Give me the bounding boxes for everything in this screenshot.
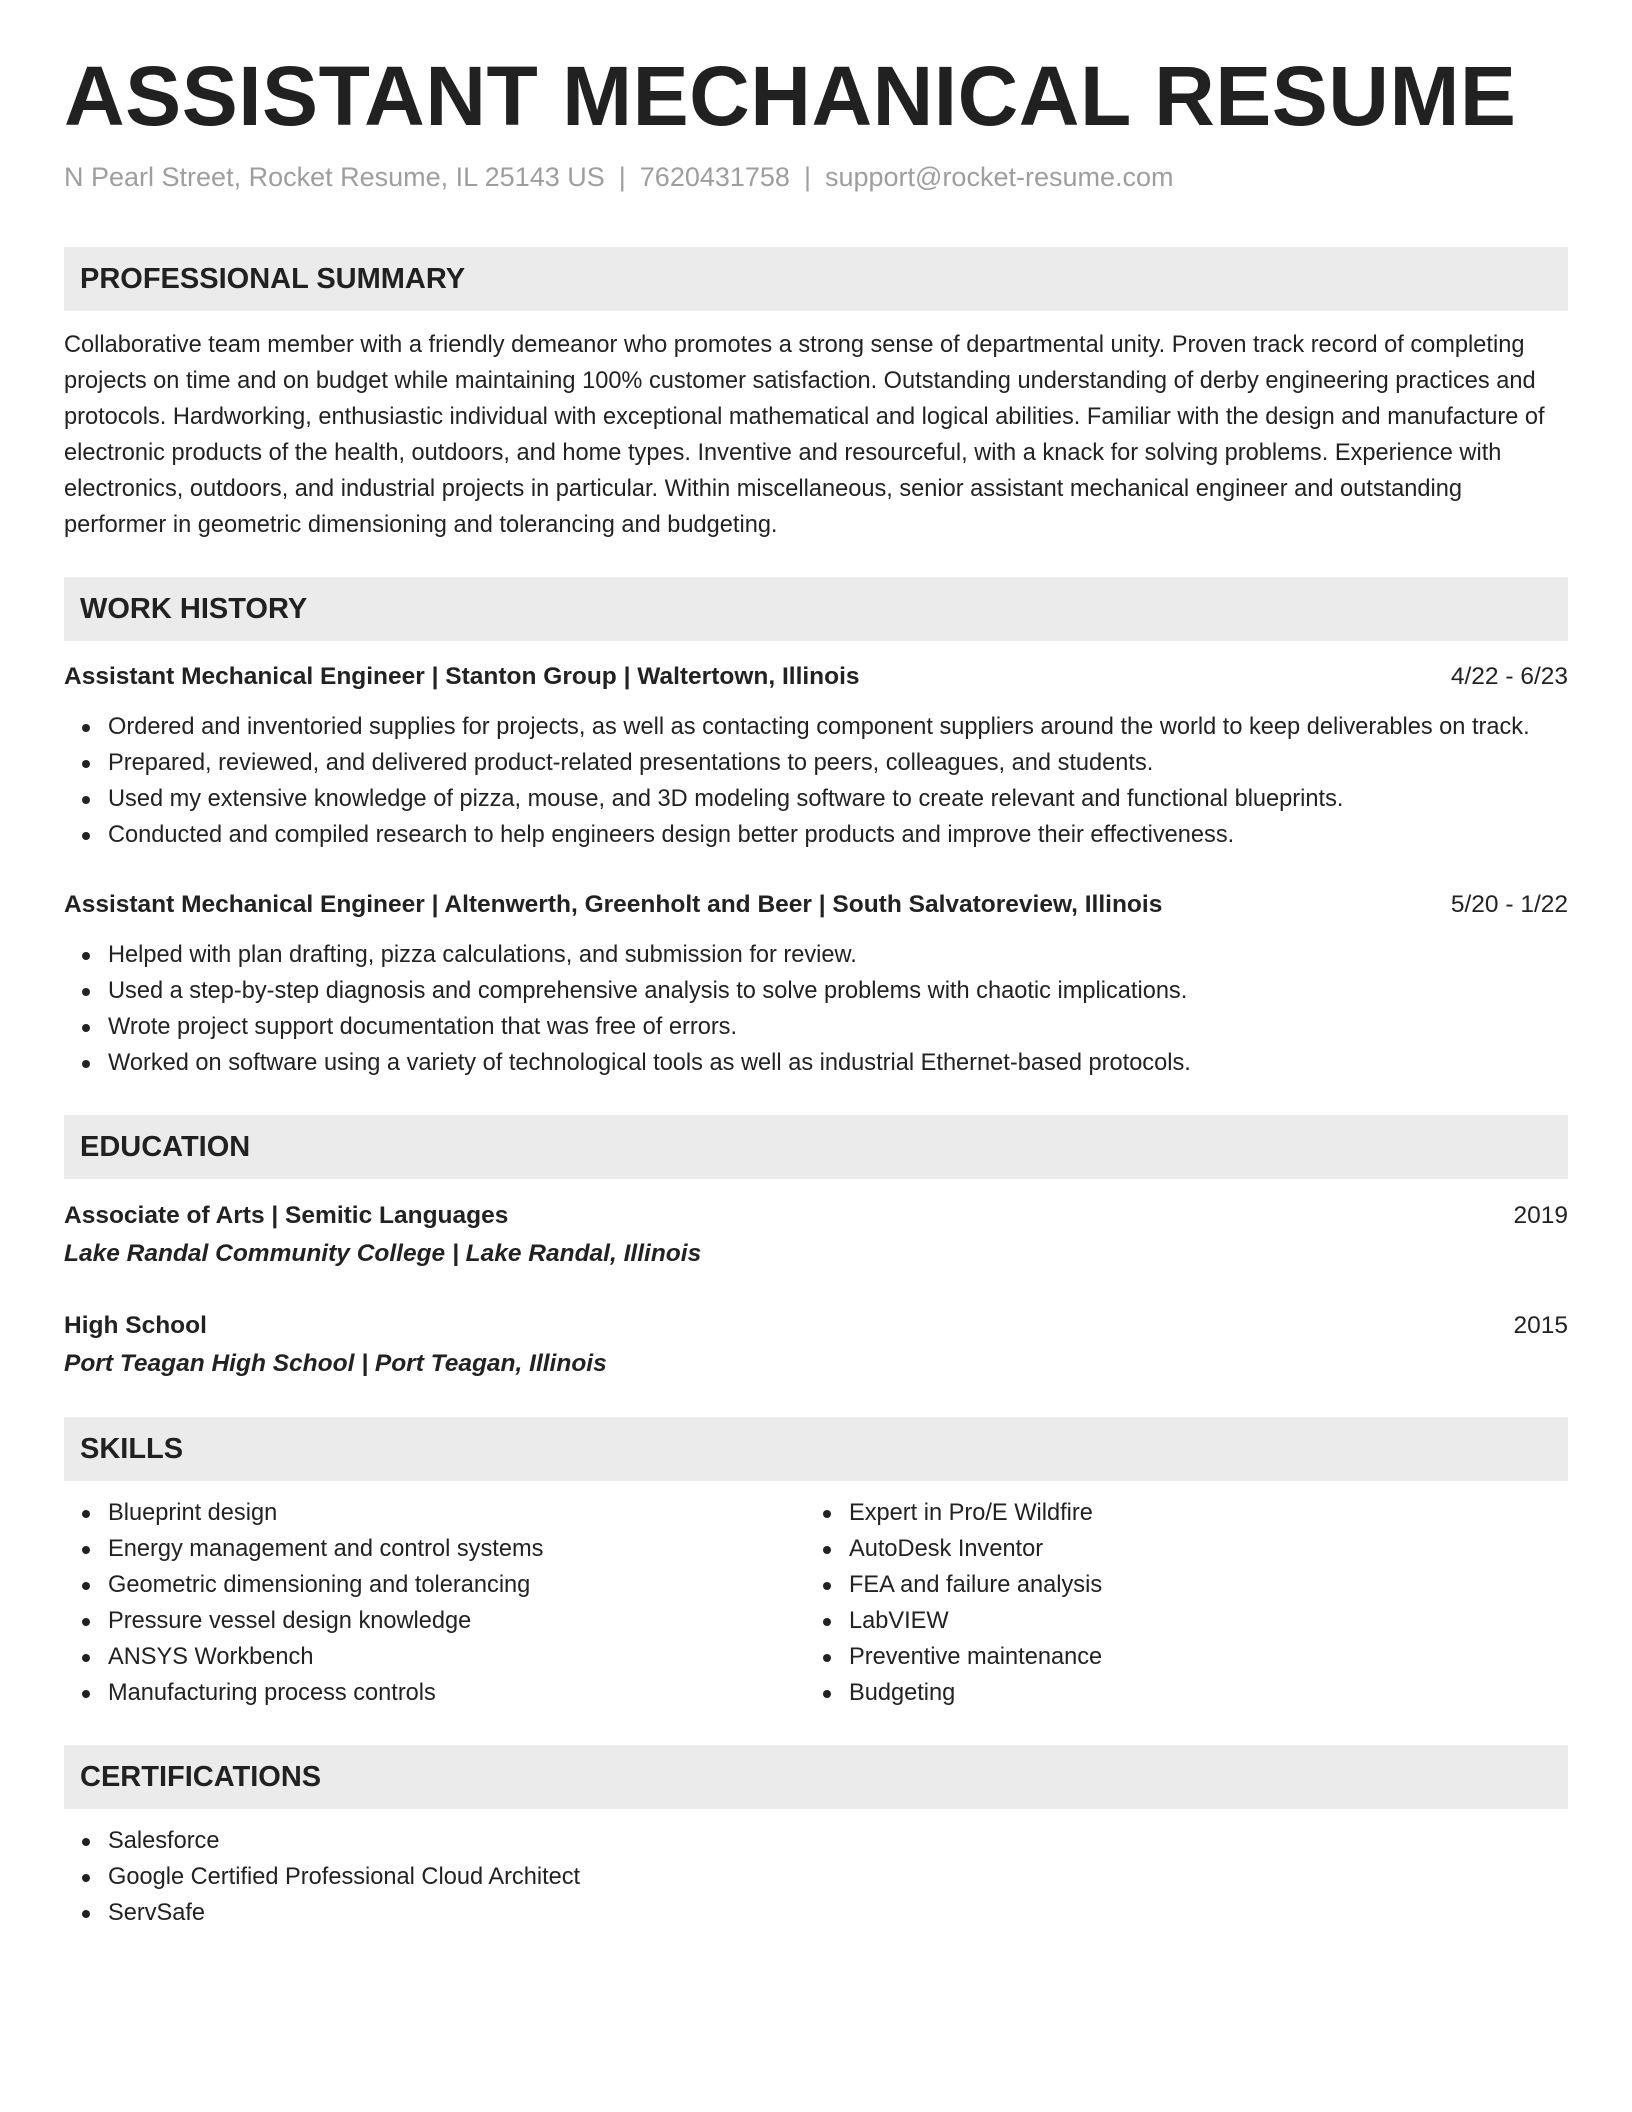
section-header-work-history: WORK HISTORY bbox=[64, 577, 1568, 641]
skills-list-right bbox=[805, 1495, 1546, 1711]
job-bullet: Used my extensive knowledge of pizza, mouse, and 3D modeling software to create relevant and functional blueprints. bbox=[108, 781, 1568, 817]
resume-title: ASSISTANT MECHANICAL RESUME bbox=[64, 49, 1517, 143]
contact-line bbox=[64, 160, 1568, 195]
certification-item: Google Certified Professional Cloud Architect bbox=[108, 1859, 1568, 1895]
skill-item: Energy management and control systems bbox=[108, 1531, 805, 1567]
job-bullet: Ordered and inventoried supplies for projects, as well as contacting component suppliers around the world to keep deliverables on track. bbox=[108, 709, 1568, 745]
section-header-summary: PROFESSIONAL SUMMARY bbox=[64, 247, 1568, 311]
skill-item: Blueprint design bbox=[108, 1495, 805, 1531]
skill-item: FEA and failure analysis bbox=[849, 1567, 1546, 1603]
job-bullet: Conducted and compiled research to help engineers design better products and improve their effectiveness. bbox=[108, 817, 1568, 853]
skill-item: Expert in Pro/E Wildfire bbox=[849, 1495, 1546, 1531]
job-entry bbox=[64, 659, 1568, 853]
job-bullets bbox=[64, 937, 1568, 1081]
job-header bbox=[64, 659, 1568, 695]
contact-address: N Pearl Street, Rocket Resume, IL 25143 US bbox=[64, 162, 605, 193]
skill-item: Budgeting bbox=[849, 1675, 1546, 1711]
job-header bbox=[64, 887, 1568, 923]
job-bullet: Helped with plan drafting, pizza calculations, and submission for review. bbox=[108, 937, 1568, 973]
job-dates: 5/20 - 1/22 bbox=[1450, 891, 1568, 919]
job-bullet: Prepared, reviewed, and delivered product-related presentations to peers, colleagues, and students. bbox=[108, 745, 1568, 781]
skill-item: Geometric dimensioning and tolerancing bbox=[108, 1567, 805, 1603]
education-school: Lake Randal Community College | Lake Randal, Illinois bbox=[64, 1240, 702, 1268]
education-year: 2015 bbox=[1513, 1312, 1568, 1340]
job-bullet: Worked on software using a variety of technological tools as well as industrial Ethernet-based protocols. bbox=[108, 1045, 1568, 1081]
education-header bbox=[64, 1307, 1568, 1345]
contact-email: support@rocket-resume.com bbox=[824, 162, 1174, 193]
education-degree: High School bbox=[64, 1312, 207, 1340]
summary-text: Collaborative team member with a friendly demeanor who promotes a strong sense of departmental unity. Proven track record of completing projects on time and on budget while maintaining 100% customer satisfaction. Outstanding understanding of derby engineering practices and protocols. Hardworking, enthusiastic individual with exceptional mathematical and logical abilities. Familiar with the design and manufacture of electronic products of the health, outdoors, and home types. Inventive and resourceful, with a knack for solving problems. Experience with electronics, outdoors, and industrial projects in particular. Within miscellaneous, senior assistant mechanical engineer and outstanding performer in geometric dimensioning and tolerancing and budgeting. bbox=[64, 332, 1545, 539]
section-header-certifications: CERTIFICATIONS bbox=[64, 1745, 1568, 1809]
section-header-skills: SKILLS bbox=[64, 1417, 1568, 1481]
certification-item: ServSafe bbox=[108, 1895, 1568, 1931]
contact-separator: | bbox=[618, 162, 626, 193]
skills-list-left bbox=[64, 1495, 805, 1711]
job-title: Assistant Mechanical Engineer | Stanton Group | Waltertown, Illinois bbox=[64, 663, 860, 691]
skill-item: ANSYS Workbench bbox=[108, 1639, 805, 1675]
skill-item: Pressure vessel design knowledge bbox=[108, 1603, 805, 1639]
job-bullet: Used a step-by-step diagnosis and comprehensive analysis to solve problems with chaotic implications. bbox=[108, 973, 1568, 1009]
skill-item: Manufacturing process controls bbox=[108, 1675, 805, 1711]
contact-separator: | bbox=[803, 162, 811, 193]
skill-item: Preventive maintenance bbox=[849, 1639, 1546, 1675]
education-degree: Associate of Arts | Semitic Languages bbox=[64, 1202, 509, 1230]
education-year: 2019 bbox=[1513, 1202, 1568, 1230]
job-bullets bbox=[64, 709, 1568, 853]
skills-columns bbox=[64, 1495, 1568, 1711]
job-bullet: Wrote project support documentation that was free of errors. bbox=[108, 1009, 1568, 1045]
certifications-list bbox=[64, 1823, 1568, 1931]
skill-item: AutoDesk Inventor bbox=[849, 1531, 1546, 1567]
job-entry bbox=[64, 887, 1568, 1081]
education-header bbox=[64, 1197, 1568, 1235]
job-dates: 4/22 - 6/23 bbox=[1450, 663, 1568, 691]
education-school: Port Teagan High School | Port Teagan, Illinois bbox=[64, 1350, 607, 1378]
contact-phone: 7620431758 bbox=[639, 162, 790, 193]
certification-item: Salesforce bbox=[108, 1823, 1568, 1859]
education-entry bbox=[64, 1197, 1568, 1273]
skill-item: LabVIEW bbox=[849, 1603, 1546, 1639]
job-title: Assistant Mechanical Engineer | Altenwerth, Greenholt and Beer | South Salvatoreview, Illinois bbox=[64, 891, 1163, 919]
education-entry bbox=[64, 1307, 1568, 1383]
section-header-education: EDUCATION bbox=[64, 1115, 1568, 1179]
